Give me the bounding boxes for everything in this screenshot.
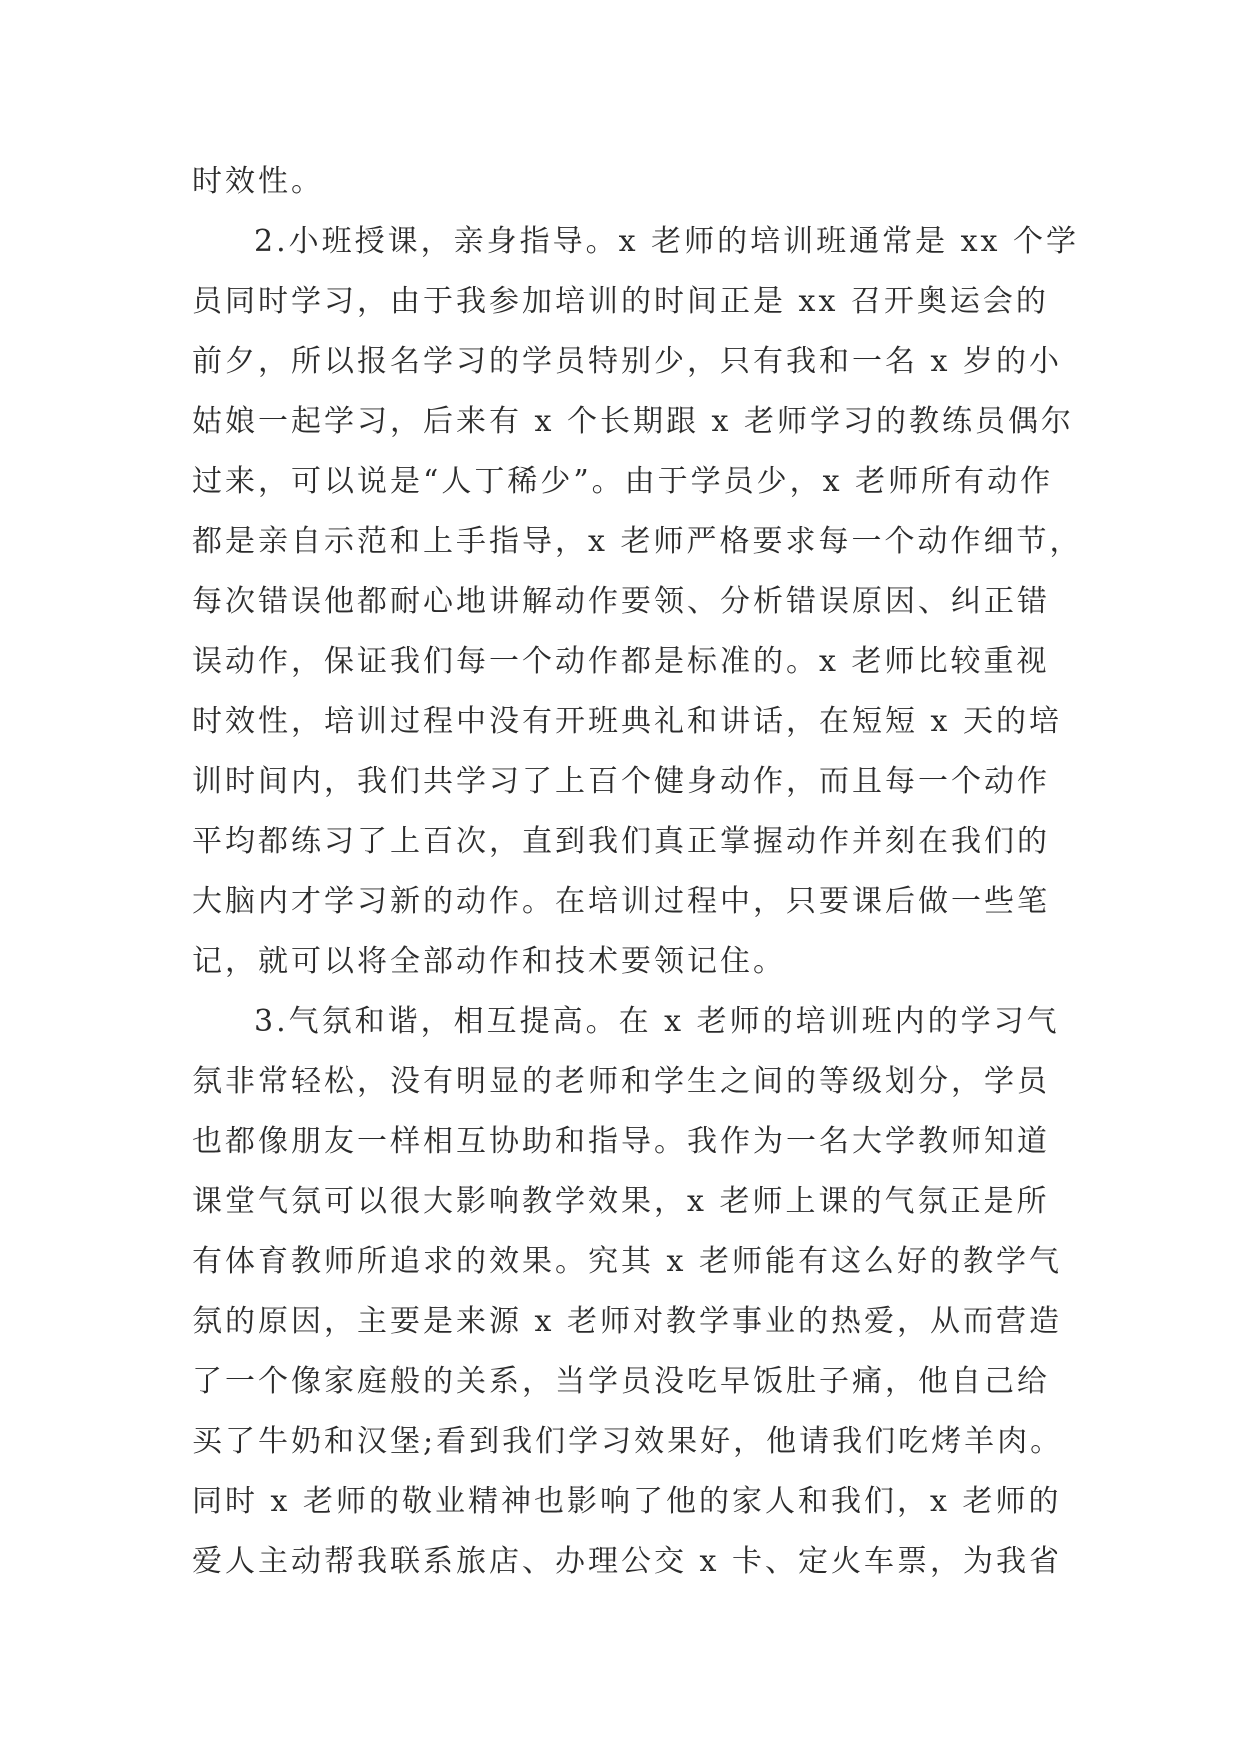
text-line: 训时间内，我们共学习了上百个健身动作，而且每一个动作	[192, 764, 1050, 799]
text-line: 姑娘一起学习，后来有 x 个长期跟 x 老师学习的教练员偶尔	[192, 404, 1074, 439]
text-line: 员同时学习，由于我参加培训的时间正是 xx 召开奥运会的	[192, 284, 1049, 319]
text-line: 课堂气氛可以很大影响教学效果，x 老师上课的气氛正是所	[192, 1184, 1050, 1219]
text-line: 记，就可以将全部动作和技术要领记住。	[192, 944, 786, 979]
text-line: 时效性，培训过程中没有开班典礼和讲话，在短短 x 天的培	[192, 704, 1062, 739]
body-text	[192, 152, 1083, 1592]
text-line: 也都像朋友一样相互协助和指导。我作为一名大学教师知道	[192, 1124, 1050, 1159]
text-line: 爱人主动帮我联系旅店、办理公交 x 卡、定火车票，为我省	[192, 1544, 1062, 1579]
text-line: 同时 x 老师的敬业精神也影响了他的家人和我们，x 老师的	[192, 1484, 1062, 1519]
text-line: 时效性。	[192, 164, 324, 199]
text-line: 前夕，所以报名学习的学员特别少，只有我和一名 x 岁的小	[192, 344, 1062, 379]
text-line: 过来，可以说是“人丁稀少”。由于学员少，x 老师所有动作	[192, 464, 1054, 499]
text-line: 3.气氛和谐，相互提高。在 x 老师的培训班内的学习气	[254, 1004, 1060, 1039]
text-line: 氛非常轻松，没有明显的老师和学生之间的等级划分，学员	[192, 1064, 1050, 1099]
text-line: 2.小班授课，亲身指导。x 老师的培训班通常是 xx 个学	[254, 224, 1079, 259]
text-line: 大脑内才学习新的动作。在培训过程中，只要课后做一些笔	[192, 884, 1050, 919]
text-line: 平均都练习了上百次，直到我们真正掌握动作并刻在我们的	[192, 824, 1050, 859]
text-line: 有体育教师所追求的效果。究其 x 老师能有这么好的教学气	[192, 1244, 1062, 1279]
text-line: 氛的原因，主要是来源 x 老师对教学事业的热爱，从而营造	[192, 1304, 1062, 1339]
text-line: 买了牛奶和汉堡;看到我们学习效果好，他请我们吃烤羊肉。	[192, 1424, 1064, 1459]
text-line: 了一个像家庭般的关系，当学员没吃早饭肚子痛，他自己给	[192, 1364, 1050, 1399]
text-line: 误动作，保证我们每一个动作都是标准的。x 老师比较重视	[192, 644, 1050, 679]
text-line: 每次错误他都耐心地讲解动作要领、分析错误原因、纠正错	[192, 584, 1050, 619]
text-line: 都是亲自示范和上手指导，x 老师严格要求每一个动作细节，	[192, 524, 1083, 559]
